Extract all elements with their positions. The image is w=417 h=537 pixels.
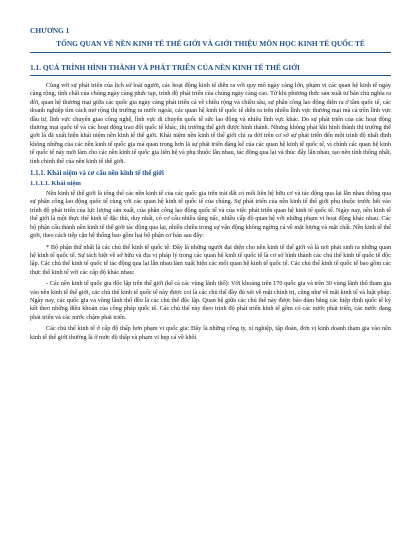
- paragraph: Cùng với sự phát triển của lịch sử loài người, các hoạt động kinh tế diễn ra với quy mô ngày càng lớn, phạm vi các quan hệ kinh tế ngày càng rộng, tính chất của chúng ngày càng phức tạp, trình độ phát triển của chúng ngày càng cao. Từ khi phương thức sản xuất tư bản chủ nghĩa ra đời, quan hệ thương mại giữa các quốc gia ngày càng phát triển cả về chiều rộng và chiều sâu, sự phân công lao động diễn ra ở tầm quốc tế, các doanh nghiệp tìm cách mở rộng thị trường ra nước ngoài, các quan hệ kinh tế quốc tế diễn ra trên nhiều lĩnh vực thương mại mà cả trên lĩnh vực đầu tư, lĩnh vực chuyển giao công nghệ, lĩnh vực di chuyển quốc tế sức lao động và nhiều lĩnh vực khác. Do sự phát triển của các hoạt động thương mại quốc tế và các hoạt động trao đổi quốc tế khác, thị trường thế giới được hình thành. Nhưng không phải khi hình thành thị trường thế giới là đã xuất hiện khái niệm nền kinh tế thế giới. Khái niệm nền kinh tế thế giới chỉ ra đời trên cơ sở sự phát triển đến một trình độ nhất định không những của các nền kinh tế quốc gia mà quan trọng hơn là sự phát triển đáng kể của các quan hệ kinh tế quốc tế, vì chính các quan hệ kinh tế quốc tế này mới làm cho các nền kinh tế quốc gia liên hệ và phụ thuộc lẫn nhau, tác động qua lại và thúc đẩy lẫn nhau, tạo nên tính thống nhất, tính chỉnh thể của nền kinh tế thế giới.: [30, 82, 391, 165]
- chapter-title: TỔNG QUAN VỀ NỀN KINH TẾ THẾ GIỚI VÀ GIỚI THIỆU MÔN HỌC KINH TẾ QUỐC TẾ: [30, 39, 391, 53]
- paragraph: Các chủ thể kinh tế ở cấp độ thấp hơn phạm vi quốc gia: Đây là những công ty, xí nghiệp, tập đoàn, đơn vị kinh doanh tham gia vào nền kinh tế thế giới thường là ở mức độ thấp và phạm vi hẹp cả về khối: [30, 325, 391, 341]
- paragraph: - Các nền kinh tế quốc gia độc lập trên thế giới (kể cả các vùng lãnh thổ): Với khoảng trên 170 quốc gia và trên 30 vùng lãnh thổ tham gia vào nền kinh tế thế giới, các chủ thể kinh tế quốc tế này được coi là các chủ thể đầy đủ xét về mặt chính trị, cũng như về mặt kinh tế và luật pháp. Ngày nay, các quốc gia và vùng lãnh thổ đều là các chủ thể độc lập. Quan hệ giữa các chủ thể này được bảo đảm bằng các hiệp định quốc tế ký kết theo những điều khoản của công pháp quốc tế. Các chủ thể này theo trình độ phát triển kinh tế gồm có các nước phát triển, các nước đang phát triển và các nước chậm phát triển.: [30, 280, 391, 321]
- paragraph: * Bộ phận thứ nhất là các chủ thể kinh tế quốc tế: Đây là những người đại diện cho nền kinh tế thế giới và là nơi phát sinh ra những quan hệ kinh tế quốc tế. Sự tách biệt về sở hữu và địa vị pháp lý trong các quan hệ kinh tế quốc tế là cơ sở hình thành các chủ thể kinh tế quốc tế độc lập. Các chủ thể kinh tế quốc tế tác động qua lại lẫn nhau làm xuất hiện các mối quan hệ kinh tế quốc tế. Các chủ thể kinh tế quốc tế bao gồm các thực thể kinh tế với các cấp độ khác nhau:: [30, 243, 391, 276]
- subsubsection-title: 1.1.1.1. Khái niệm: [30, 180, 81, 188]
- chapter-label: CHƯƠNG 1: [30, 26, 70, 35]
- section-title: 1.1. QUÁ TRÌNH HÌNH THÀNH VÀ PHÁT TRIỂN CỦA NỀN KINH TẾ THẾ GIỚI: [30, 63, 391, 76]
- paragraph: Nền kinh tế thế giới là tổng thể các nền kinh tế của các quốc gia trên trái đất có mối liên hệ hữu cơ và tác động qua lại lẫn nhau thông qua sự phân công lao động quốc tế cùng với các quan hệ kinh tế quốc tế của chúng. Sự phát triển của nền kinh tế thế giới phụ thuộc trước hết vào trình độ phát triển của lực lượng sản xuất, của phân công lao động quốc tế và của việc phát triển quan hệ kinh tế quốc tế. Ngày nay, nền kinh tế thế giới là một thực thể kinh tế đặc thù, duy nhất, có cơ cấu nhiều tầng nấc, nhiều cấp độ quan hệ với những phạm vi hoạt động khác nhau. Các bộ phận cấu thành nền kinh tế thế giới tác động qua lại, nhiều chiều trong sự vận động không ngừng cả về mặt lượng và mặt chất. Nền kinh tế thế giới, theo cách tiếp cận hệ thống bao gồm hai bộ phận cơ bản sau đây:: [30, 190, 391, 240]
- subsection-title: 1.1.1. Khái niệm và cơ cấu nền kinh tế thế giới: [30, 170, 164, 178]
